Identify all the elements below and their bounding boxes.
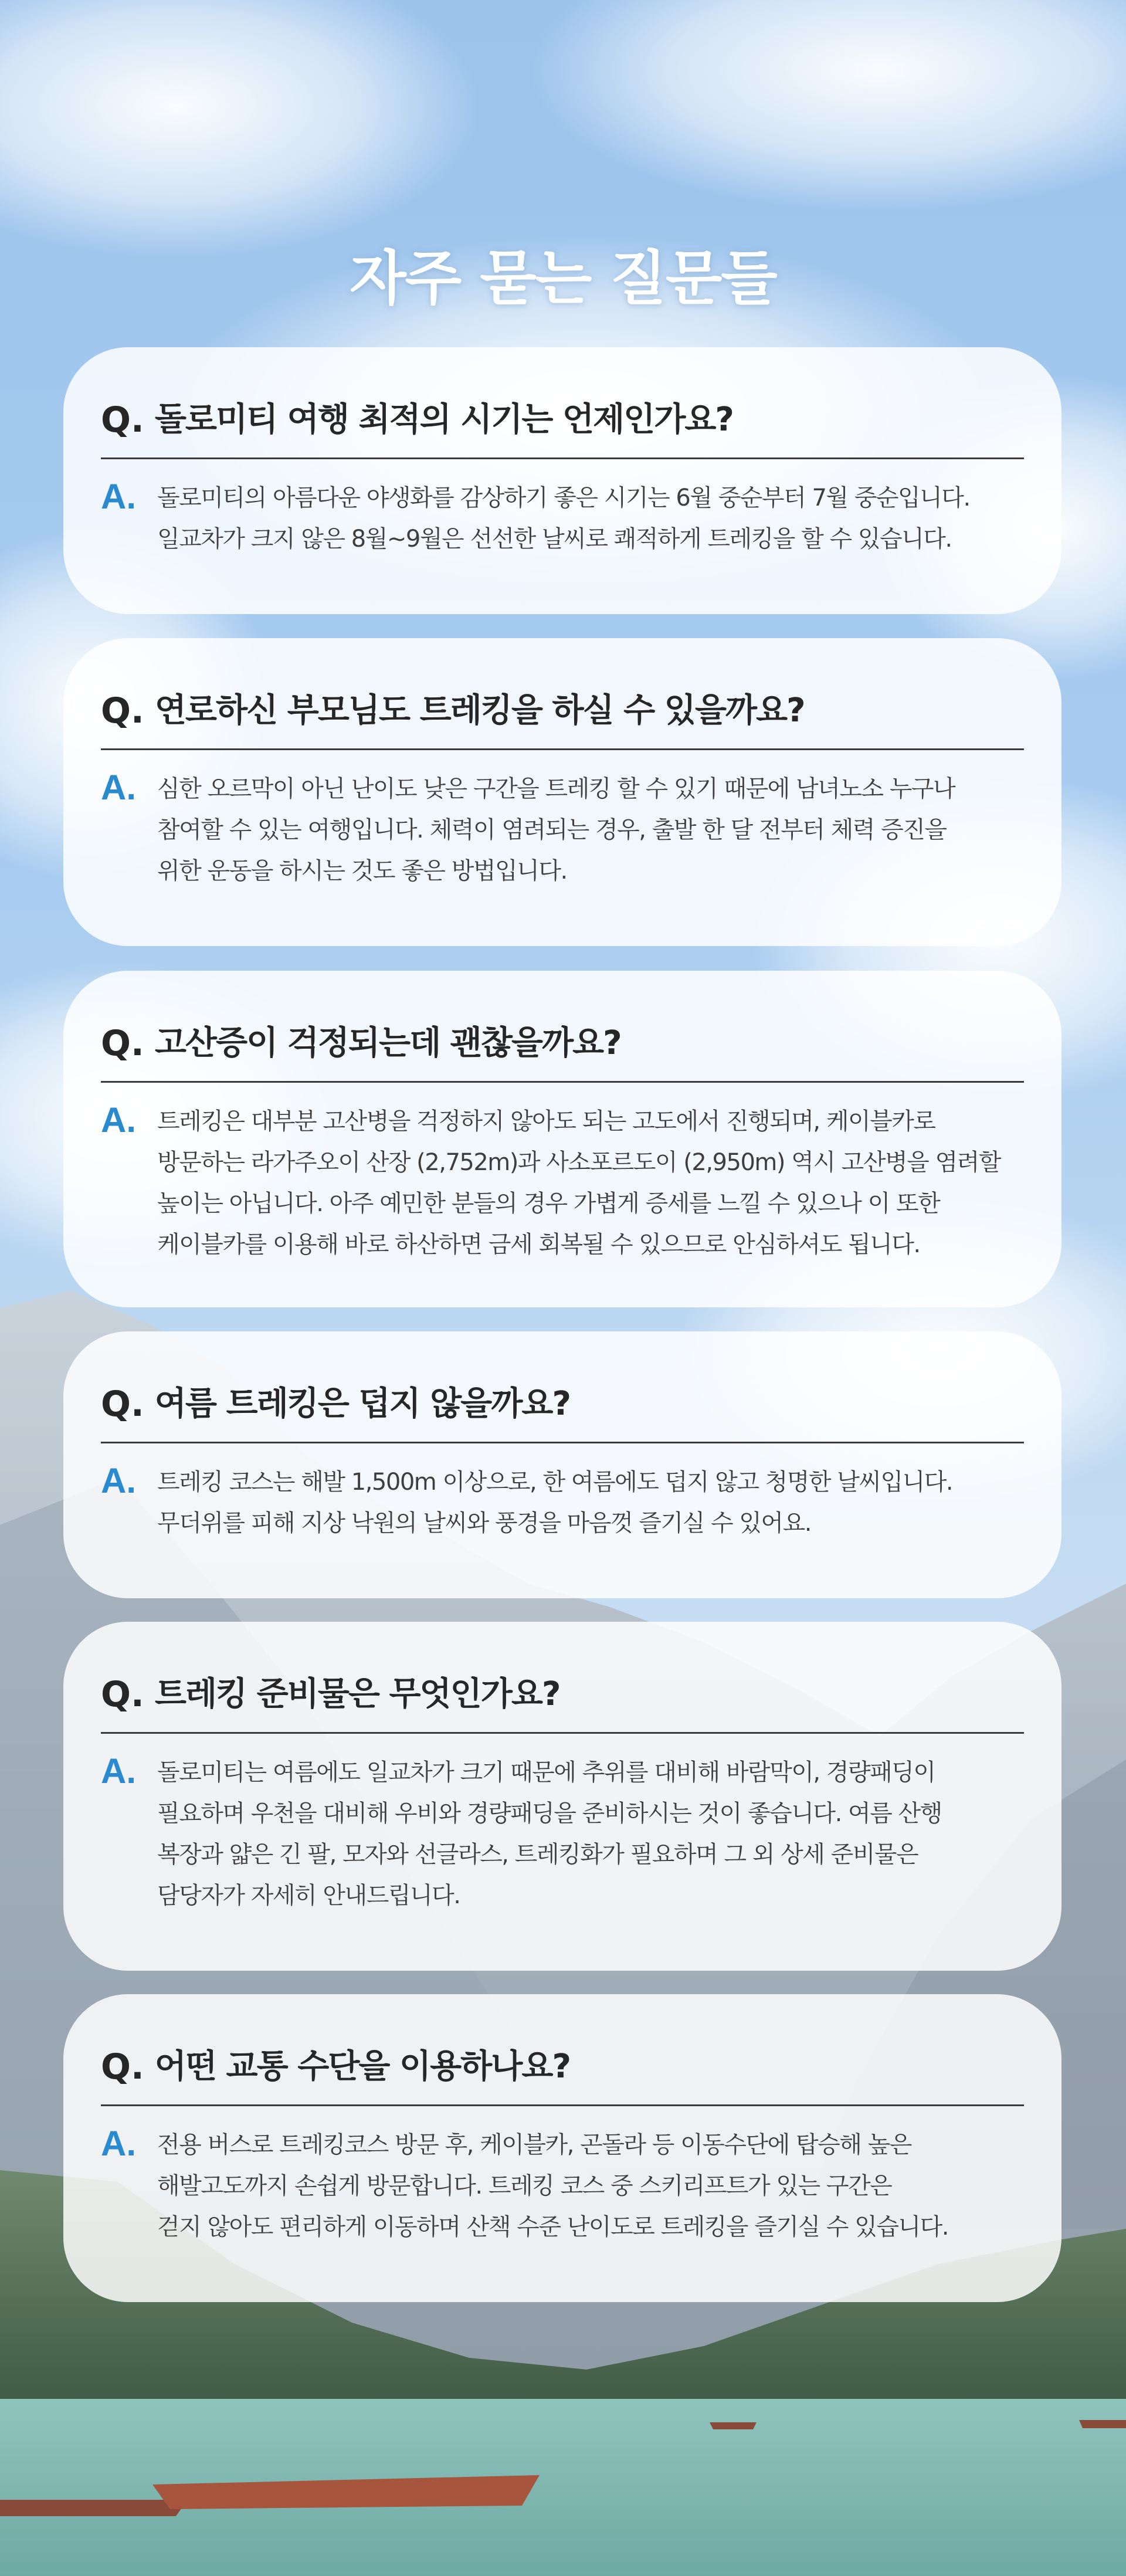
faq-question: [101, 690, 1024, 750]
answer-prefix: A.: [101, 2124, 136, 2163]
answer-line: 필요하며 우천을 대비해 우비와 경량패딩을 준비하시는 것이 좋습니다. 여름 산행: [157, 1800, 942, 1827]
answer-line: 위한 운동을 하시는 것도 좋은 방법입니다.: [157, 857, 567, 884]
answer-line: 돌로미티의 아름다운 야생화를 감상하기 좋은 시기는 6월 중순부터 7월 중순입니다.: [157, 484, 970, 511]
faq-question: [101, 399, 1024, 459]
faq-card: [63, 971, 1061, 1307]
faq-answer: [101, 1752, 1038, 1916]
page-title: 자주 묻는 질문들: [350, 244, 776, 313]
faq-card: [63, 638, 1061, 946]
question-text: 어떤 교통 수단을 이용하나요?: [154, 2048, 570, 2086]
answer-line: 심한 오르막이 아닌 난이도 낮은 구간을 트레킹 할 수 있기 때문에 남녀노소 누구나: [157, 775, 955, 802]
faq-card: [63, 1622, 1061, 1971]
question-text: 트레킹 준비물은 무엇인가요?: [154, 1675, 560, 1713]
answer-line: 트레킹은 대부분 고산병을 걱정하지 않아도 되는 고도에서 진행되며, 케이블카로: [157, 1108, 935, 1135]
answer-line: 복장과 얇은 긴 팔, 모자와 선글라스, 트레킹화가 필요하며 그 외 상세 준비물은: [157, 1841, 918, 1868]
answer-line: 담당자가 자세히 안내드립니다.: [157, 1882, 460, 1909]
answer-line: 해발고도까지 손쉽게 방문합니다. 트레킹 코스 중 스키리프트가 있는 구간은: [157, 2172, 892, 2199]
faq-question: [101, 2046, 1024, 2106]
faq-answer: [101, 1462, 1038, 1544]
faq-card: [63, 347, 1061, 614]
question-text: 연로하신 부모님도 트레킹을 하실 수 있을까요?: [154, 692, 805, 730]
faq-answer: [101, 2124, 1038, 2248]
answer-prefix: A.: [101, 1461, 136, 1500]
answer-line: 일교차가 크지 않은 8월~9월은 선선한 날씨로 쾌적하게 트레킹을 할 수 있습니다.: [157, 526, 952, 553]
answer-prefix: A.: [101, 477, 136, 516]
faq-question: [101, 1673, 1024, 1734]
faq-card: [63, 1331, 1061, 1598]
question-prefix: Q.: [101, 399, 144, 440]
question-prefix: Q.: [101, 690, 144, 731]
answer-line: 돌로미티는 여름에도 일교차가 크기 때문에 추위를 대비해 바람막이, 경량패딩이: [157, 1759, 935, 1786]
faq-answer: [101, 477, 1038, 560]
question-prefix: Q.: [101, 1023, 144, 1064]
question-prefix: Q.: [101, 1384, 144, 1425]
answer-line: 트레킹 코스는 해발 1,500m 이상으로, 한 여름에도 덥지 않고 청명한 날씨입니다.: [157, 1469, 953, 1496]
answer-line: 높이는 아닙니다. 아주 예민한 분들의 경우 가볍게 증세를 느낄 수 있으나 이 또한: [157, 1190, 940, 1217]
faq-answer: [101, 768, 1038, 892]
answer-line: 전용 버스로 트레킹코스 방문 후, 케이블카, 곤돌라 등 이동수단에 탑승해 높은: [157, 2131, 911, 2158]
answer-line: 참여할 수 있는 여행입니다. 체력이 염려되는 경우, 출발 한 달 전부터 체력 증진을: [157, 816, 947, 843]
answer-line: 케이블카를 이용해 바로 하산하면 금세 회복될 수 있으므로 안심하셔도 됩니다.: [157, 1231, 920, 1258]
question-text: 여름 트레킹은 덥지 않을까요?: [154, 1385, 570, 1423]
question-text: 돌로미티 여행 최적의 시기는 언제인가요?: [154, 401, 733, 439]
faq-question: [101, 1022, 1024, 1083]
answer-prefix: A.: [101, 768, 136, 807]
question-prefix: Q.: [101, 2046, 144, 2087]
faq-answer: [101, 1101, 1038, 1265]
question-text: 고산증이 걱정되는데 괜찮을까요?: [154, 1024, 621, 1062]
faq-question: [101, 1383, 1024, 1443]
answer-prefix: A.: [101, 1751, 136, 1791]
answer-line: 방문하는 라가주오이 산장 (2,752m)과 사소포르도이 (2,950m) 역시 고산병을 염려할: [157, 1149, 1000, 1176]
faq-card: [63, 1994, 1061, 2302]
answer-prefix: A.: [101, 1100, 136, 1140]
answer-line: 무더위를 피해 지상 낙원의 날씨와 풍경을 마음껏 즐기실 수 있어요.: [157, 1510, 811, 1537]
question-prefix: Q.: [101, 1674, 144, 1715]
answer-line: 걷지 않아도 편리하게 이동하며 산책 수준 난이도로 트레킹을 즐기실 수 있습니다.: [157, 2214, 948, 2241]
